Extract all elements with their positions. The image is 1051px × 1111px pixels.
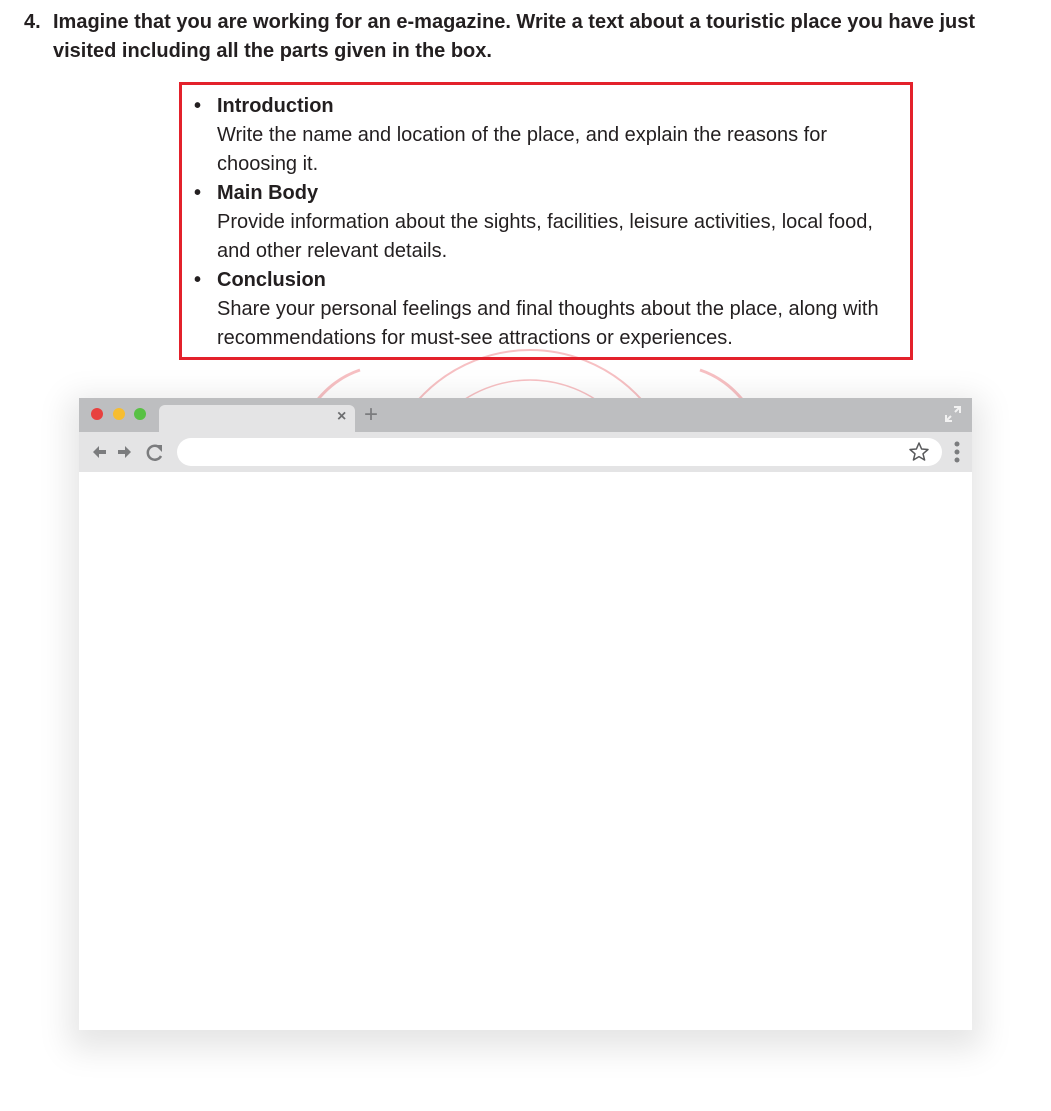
close-window-button[interactable] (91, 408, 103, 420)
question (24, 8, 1034, 66)
item-description: Provide information about the sights, facilities, leisure activities, local food, and other relevant details. (217, 211, 873, 262)
browser-content-area (79, 472, 972, 1030)
tab-close-icon[interactable]: × (337, 408, 347, 425)
new-tab-icon[interactable]: + (364, 401, 379, 428)
tab-bar (79, 398, 972, 432)
expand-icon[interactable] (944, 405, 962, 423)
star-icon[interactable] (908, 441, 930, 463)
browser-tab[interactable] (159, 405, 355, 432)
question-number: 4. (24, 11, 41, 33)
browser-toolbar (79, 432, 972, 472)
list-item-introduction (182, 92, 910, 179)
bullet: • (194, 95, 202, 117)
navigation-icons (91, 442, 166, 462)
menu-dots-icon[interactable] (954, 441, 960, 463)
bullet: • (194, 269, 202, 291)
question-text: Imagine that you are working for an e-magazine. Write a text about a touristic place you have just visited including all the parts given in the box. (53, 11, 976, 62)
browser-window (79, 398, 972, 1030)
item-description: Share your personal feelings and final thoughts about the place, along with recommendations for must-see attractions or experiences. (217, 298, 879, 349)
item-title: Conclusion (217, 269, 326, 291)
address-bar[interactable] (177, 438, 942, 466)
back-arrow-icon[interactable] (93, 446, 106, 458)
forward-arrow-icon[interactable] (118, 446, 131, 458)
bullet: • (194, 182, 202, 204)
item-description: Write the name and location of the place, and explain the reasons for choosing it. (217, 124, 828, 175)
item-title: Introduction (217, 95, 334, 117)
minimize-window-button[interactable] (113, 408, 125, 420)
maximize-window-button[interactable] (134, 408, 146, 420)
item-title: Main Body (217, 182, 319, 204)
list-item-main-body (182, 179, 910, 266)
reload-icon[interactable] (148, 445, 162, 460)
